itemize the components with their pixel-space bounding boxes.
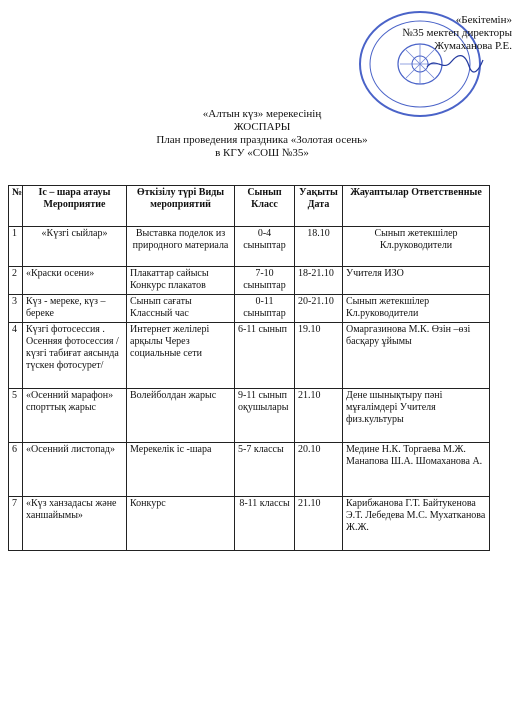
header-number: № [9, 186, 23, 227]
cell-event: Күз - мереке, күз –береке [23, 295, 127, 323]
cell-number: 6 [9, 443, 23, 497]
cell-type: Сынып сағаты Классный час [127, 295, 235, 323]
approval-line-1: «Бекітемін» [455, 14, 512, 26]
cell-number: 7 [9, 497, 23, 551]
cell-class: 9-11 сынып оқушылары [235, 389, 295, 443]
cell-date: 21.10 [295, 389, 343, 443]
title-line-4: в КГУ «СОШ №35» [215, 147, 309, 159]
approval-line-3: Жумаханова Р.Е. [434, 40, 512, 52]
cell-event: «Күз ханзадасы және ханшайымы» [23, 497, 127, 551]
cell-event: «Осенний марафон» спорттық жарыс [23, 389, 127, 443]
title-line-2: ЖОСПАРЫ [233, 121, 291, 133]
cell-number: 2 [9, 267, 23, 295]
cell-responsible: Сынып жетекшілер Кл.руководители [343, 295, 490, 323]
cell-class: 7-10 сыныптар [235, 267, 295, 295]
cell-responsible: Дене шынықтыру пәні мұғалімдері Учителя физ.культуры [343, 389, 490, 443]
cell-number: 5 [9, 389, 23, 443]
header-responsible: Жауаптылар Ответственные [343, 186, 490, 227]
cell-date: 20.10 [295, 443, 343, 497]
table-row [9, 443, 490, 497]
cell-type: Мерекелік іс -шара [127, 443, 235, 497]
cell-type: Волейболдан жарыс [127, 389, 235, 443]
cell-event: «Осенний листопад» [23, 443, 127, 497]
cell-class: 0-4 сыныптар [235, 227, 295, 267]
director-signature [425, 52, 485, 74]
cell-responsible: Сынып жетекшілер Кл.руководители [343, 227, 490, 267]
table-row [9, 295, 490, 323]
cell-responsible: Карибжанова Г.Т. Байтукенова Э.Т. Лебедева М.С. Мухатканова Ж.Ж. [343, 497, 490, 551]
table-row [9, 389, 490, 443]
cell-number: 4 [9, 323, 23, 389]
cell-type: Интернет желілері арқылы Через социальные сети [127, 323, 235, 389]
cell-event: Күзгі фотосессия . Осенняя фотосессия / күзгі табиғат аясында түскен фотосурет/ [23, 323, 127, 389]
approval-block [372, 14, 512, 53]
cell-responsible: Омаргазинова М.К. Өзін –өзі басқару ұйымы [343, 323, 490, 389]
cell-responsible: Медине Н.К. Торгаева М.Ж. Манапова Ш.А. Шомаханова А. [343, 443, 490, 497]
cell-date: 18.10 [295, 227, 343, 267]
table-row [9, 497, 490, 551]
title-line-1: «Алтын күз» мерекесінің [202, 108, 322, 120]
cell-type: Выставка поделок из природного материала [127, 227, 235, 267]
header-type: Өткізілу түрі Виды мероприятий [127, 186, 235, 227]
approval-line-2: №35 мектеп директоры [402, 27, 512, 39]
cell-event: «Краски осени» [23, 267, 127, 295]
cell-class: 0-11 сыныптар [235, 295, 295, 323]
table-row [9, 267, 490, 295]
header-event: Іс – шара атауы Мероприятие [23, 186, 127, 227]
cell-number: 1 [9, 227, 23, 267]
cell-number: 3 [9, 295, 23, 323]
header-class: Сынып Класс [235, 186, 295, 227]
header-date: Уақыты Дата [295, 186, 343, 227]
cell-class: 5-7 классы [235, 443, 295, 497]
cell-class: 8-11 классы [235, 497, 295, 551]
table-row [9, 227, 490, 267]
cell-date: 20-21.10 [295, 295, 343, 323]
table-row [9, 323, 490, 389]
document-title [0, 108, 524, 160]
cell-event: «Күзгі сыйлар» [23, 227, 127, 267]
cell-type: Конкурс [127, 497, 235, 551]
title-line-3: План проведения праздника «Золотая осень» [156, 134, 368, 146]
cell-date: 21.10 [295, 497, 343, 551]
cell-class: 6-11 сынып [235, 323, 295, 389]
table-header-row [9, 186, 490, 227]
cell-responsible: Учителя ИЗО [343, 267, 490, 295]
cell-date: 18-21.10 [295, 267, 343, 295]
cell-type: Плакаттар сайысы Конкурс плакатов [127, 267, 235, 295]
cell-date: 19.10 [295, 323, 343, 389]
event-plan-table [8, 185, 490, 551]
